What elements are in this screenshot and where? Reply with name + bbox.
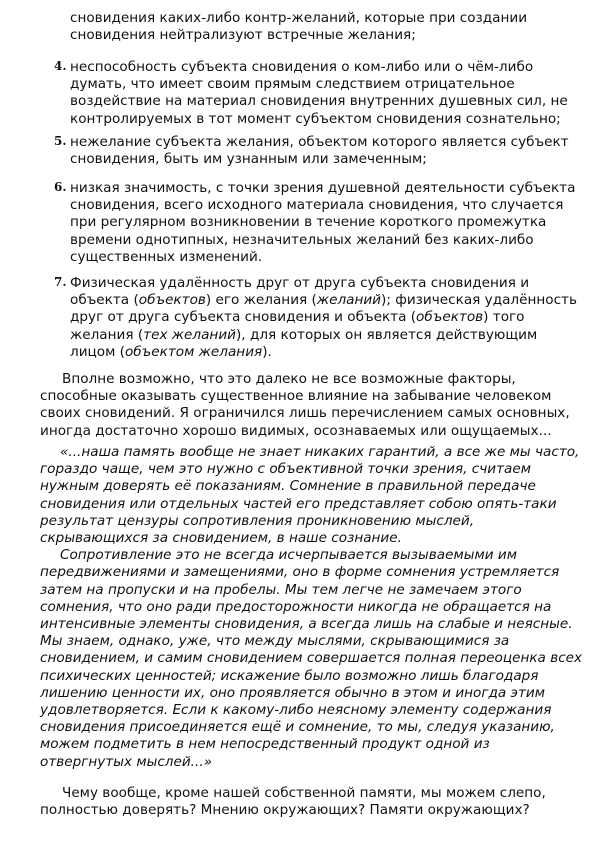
list-item-text: нежелание субъекта желания, объектом которого является субъект сновидения, быть им узнанным или замеченным; [70, 134, 569, 168]
block-quote [40, 444, 586, 771]
body-paragraph: Чему вообще, кроме нашей собственной памяти, мы можем слепо, полностью доверять? Мнению окружающих? Памяти окружающих? [40, 785, 546, 819]
list-item-number: 5. [54, 134, 67, 148]
list-item-7 [54, 275, 586, 361]
list-item-5 [54, 134, 586, 168]
list-item-3-continuation [54, 10, 586, 44]
list-item-number: 6. [54, 180, 67, 194]
list-item-text: сновидения каких-либо контр-желаний, которые при создании сновидения нейтрализуют встречные желания; [70, 10, 528, 44]
body-paragraph: Вполне возможно, что это далеко не все возможные факторы, способные оказывать существенное влияние на забывание человеком своих сновидений. Я ограничился лишь перечислением самых основных, иногда достаточно хорошо видимых, осознаваемых или ощущаемых... [40, 371, 570, 439]
list-item-number: 7. [54, 275, 67, 289]
quote-paragraph: Сопротивление это не всегда исчерпывается вызываемыми им передвижениями и замещениями, оно в форме сомнения устремляется затем на пропуски и на пробелы. Мы тем легче не замечаем этого сомнения, что оно ради предосторожности никогда не обращается на интенсивные элементы сновидения, а всегда лишь на слабые и неясные. Мы знаем, однако, уже, что между мыслями, скрывающимися за сновидением, и самим сновидением совершается полная переоценка всех психических ценностей; искажение было возможно лишь благодаря лишению ценности их, оно проявляется обычно в этом и иногда этим удовлетворяется. Если к какому-либо неясному элементу содержания сновидения присоединяется ещё и сомнение, то мы, следуя указанию, можем подметить в нем непосредственный продукт одной из отвергнутых мыслей...» [40, 547, 583, 770]
list-item-text: неспособность субъекта сновидения о ком-либо или о чём-либо думать, что имеет своим прямым следствием отрицательное воздействие на материал сновидения внутренних душевных сил, не контролируемых в тот момент субъектом сновидения сознательно; [70, 59, 568, 127]
quote-paragraph: «...наша память вообще не знает никаких гарантий, а все же мы часто, гораздо чаще, чем это нужно с объективной точки зрения, считаем нужным доверять её показаниям. Сомнение в правильной передаче сновидения или отдельных частей его представляет собою опять-таки результат цензуры сопротивления проникновению мыслей, скрывающихся за сновидением, в наше сознание. [40, 444, 580, 547]
list-item-4 [54, 59, 586, 128]
list-item-number: 4. [54, 59, 67, 73]
list-item-text: Физическая удалённость друг от друга субъекта сновидения и объекта (объектов) его желания (желаний); физическая удалённость друг от друга субъекта сновидения и объекта (объектов) того желания (тех желаний), для которых он является действующим лицом (объектом желания). [70, 275, 577, 360]
list-item-6 [54, 180, 586, 266]
list-item-text: низкая значимость, с точки зрения душевной деятельности субъекта сновидения, всего исходного материала сновидения, что случается при регулярном возникновении в течение короткого промежутка времени однотипных, незначительных желаний без каких-либо существенных изменений. [70, 180, 576, 265]
